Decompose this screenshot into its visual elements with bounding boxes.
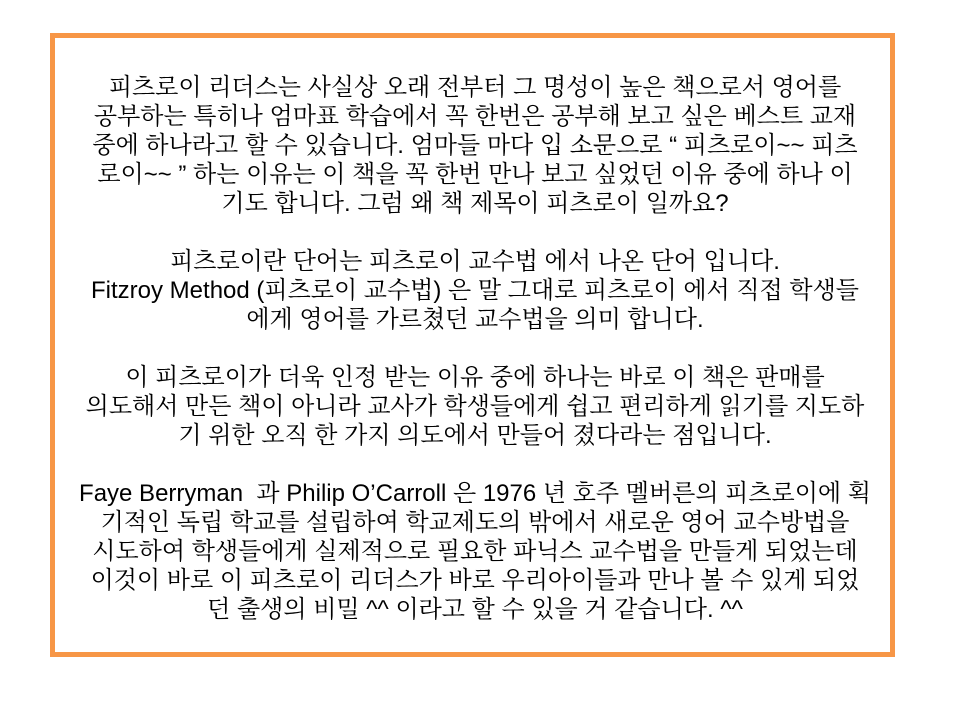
- paragraph-recognition: [55, 363, 895, 450]
- text-line: 로이~~ ” 하는 이유는 이 책을 꼭 한번 만나 보고 싶었던 이유 중에 하나 이: [97, 161, 853, 188]
- text-line: 공부하는 특히나 엄마표 학습에서 꼭 한번은 공부해 보고 싶은 베스트 교재: [93, 103, 857, 130]
- text-line: 이 피츠로이가 더욱 인정 받는 이유 중에 하나는 바로 이 책은 판매를: [125, 364, 825, 391]
- paragraph-intro: [55, 73, 895, 218]
- slide-text-block: [55, 73, 895, 624]
- text-line: Faye Berryman 과 Philip O’Carroll 은 1976 년 호주 멜버른의 피츠로이에 획: [79, 480, 871, 507]
- text-line: 의도해서 만든 책이 아니라 교사가 학생들에게 쉽고 편리하게 읽기를 지도하: [85, 393, 865, 420]
- text-line: Fitzroy Method (피츠로이 교수법) 은 말 그대로 피츠로이 에서 직접 학생들: [91, 277, 859, 304]
- text-line: 던 출생의 비밀 ^^ 이라고 할 수 있을 거 같습니다. ^^: [207, 596, 743, 623]
- text-line: 이것이 바로 이 피츠로이 리더스가 바로 우리아이들과 만나 볼 수 있게 되었: [90, 567, 860, 594]
- text-line: 기도 합니다. 그럼 왜 책 제목이 피츠로이 일까요?: [221, 190, 729, 217]
- text-line: 피츠로이 리더스는 사실상 오래 전부터 그 명성이 높은 책으로서 영어를: [108, 74, 842, 101]
- text-line: 중에 하나라고 할 수 있습니다. 엄마들 마다 입 소문으로 “ 피츠로이~~ 피츠: [92, 132, 858, 159]
- text-line: 에게 영어를 가르쳤던 교수법을 의미 합니다.: [246, 306, 704, 333]
- paragraph-history: [55, 479, 895, 624]
- text-line: 기적인 독립 학교를 설립하여 학교제도의 밖에서 새로운 영어 교수방법을: [100, 509, 850, 536]
- paragraph-fitzroy-method: [55, 247, 895, 334]
- text-line: 피츠로이란 단어는 피츠로이 교수법 에서 나온 단어 입니다.: [170, 248, 780, 275]
- text-line: 기 위한 오직 한 가지 의도에서 만들어 졌다라는 점입니다.: [178, 422, 772, 449]
- text-line: 시도하여 학생들에게 실제적으로 필요한 파닉스 교수법을 만들게 되었는데: [92, 538, 858, 565]
